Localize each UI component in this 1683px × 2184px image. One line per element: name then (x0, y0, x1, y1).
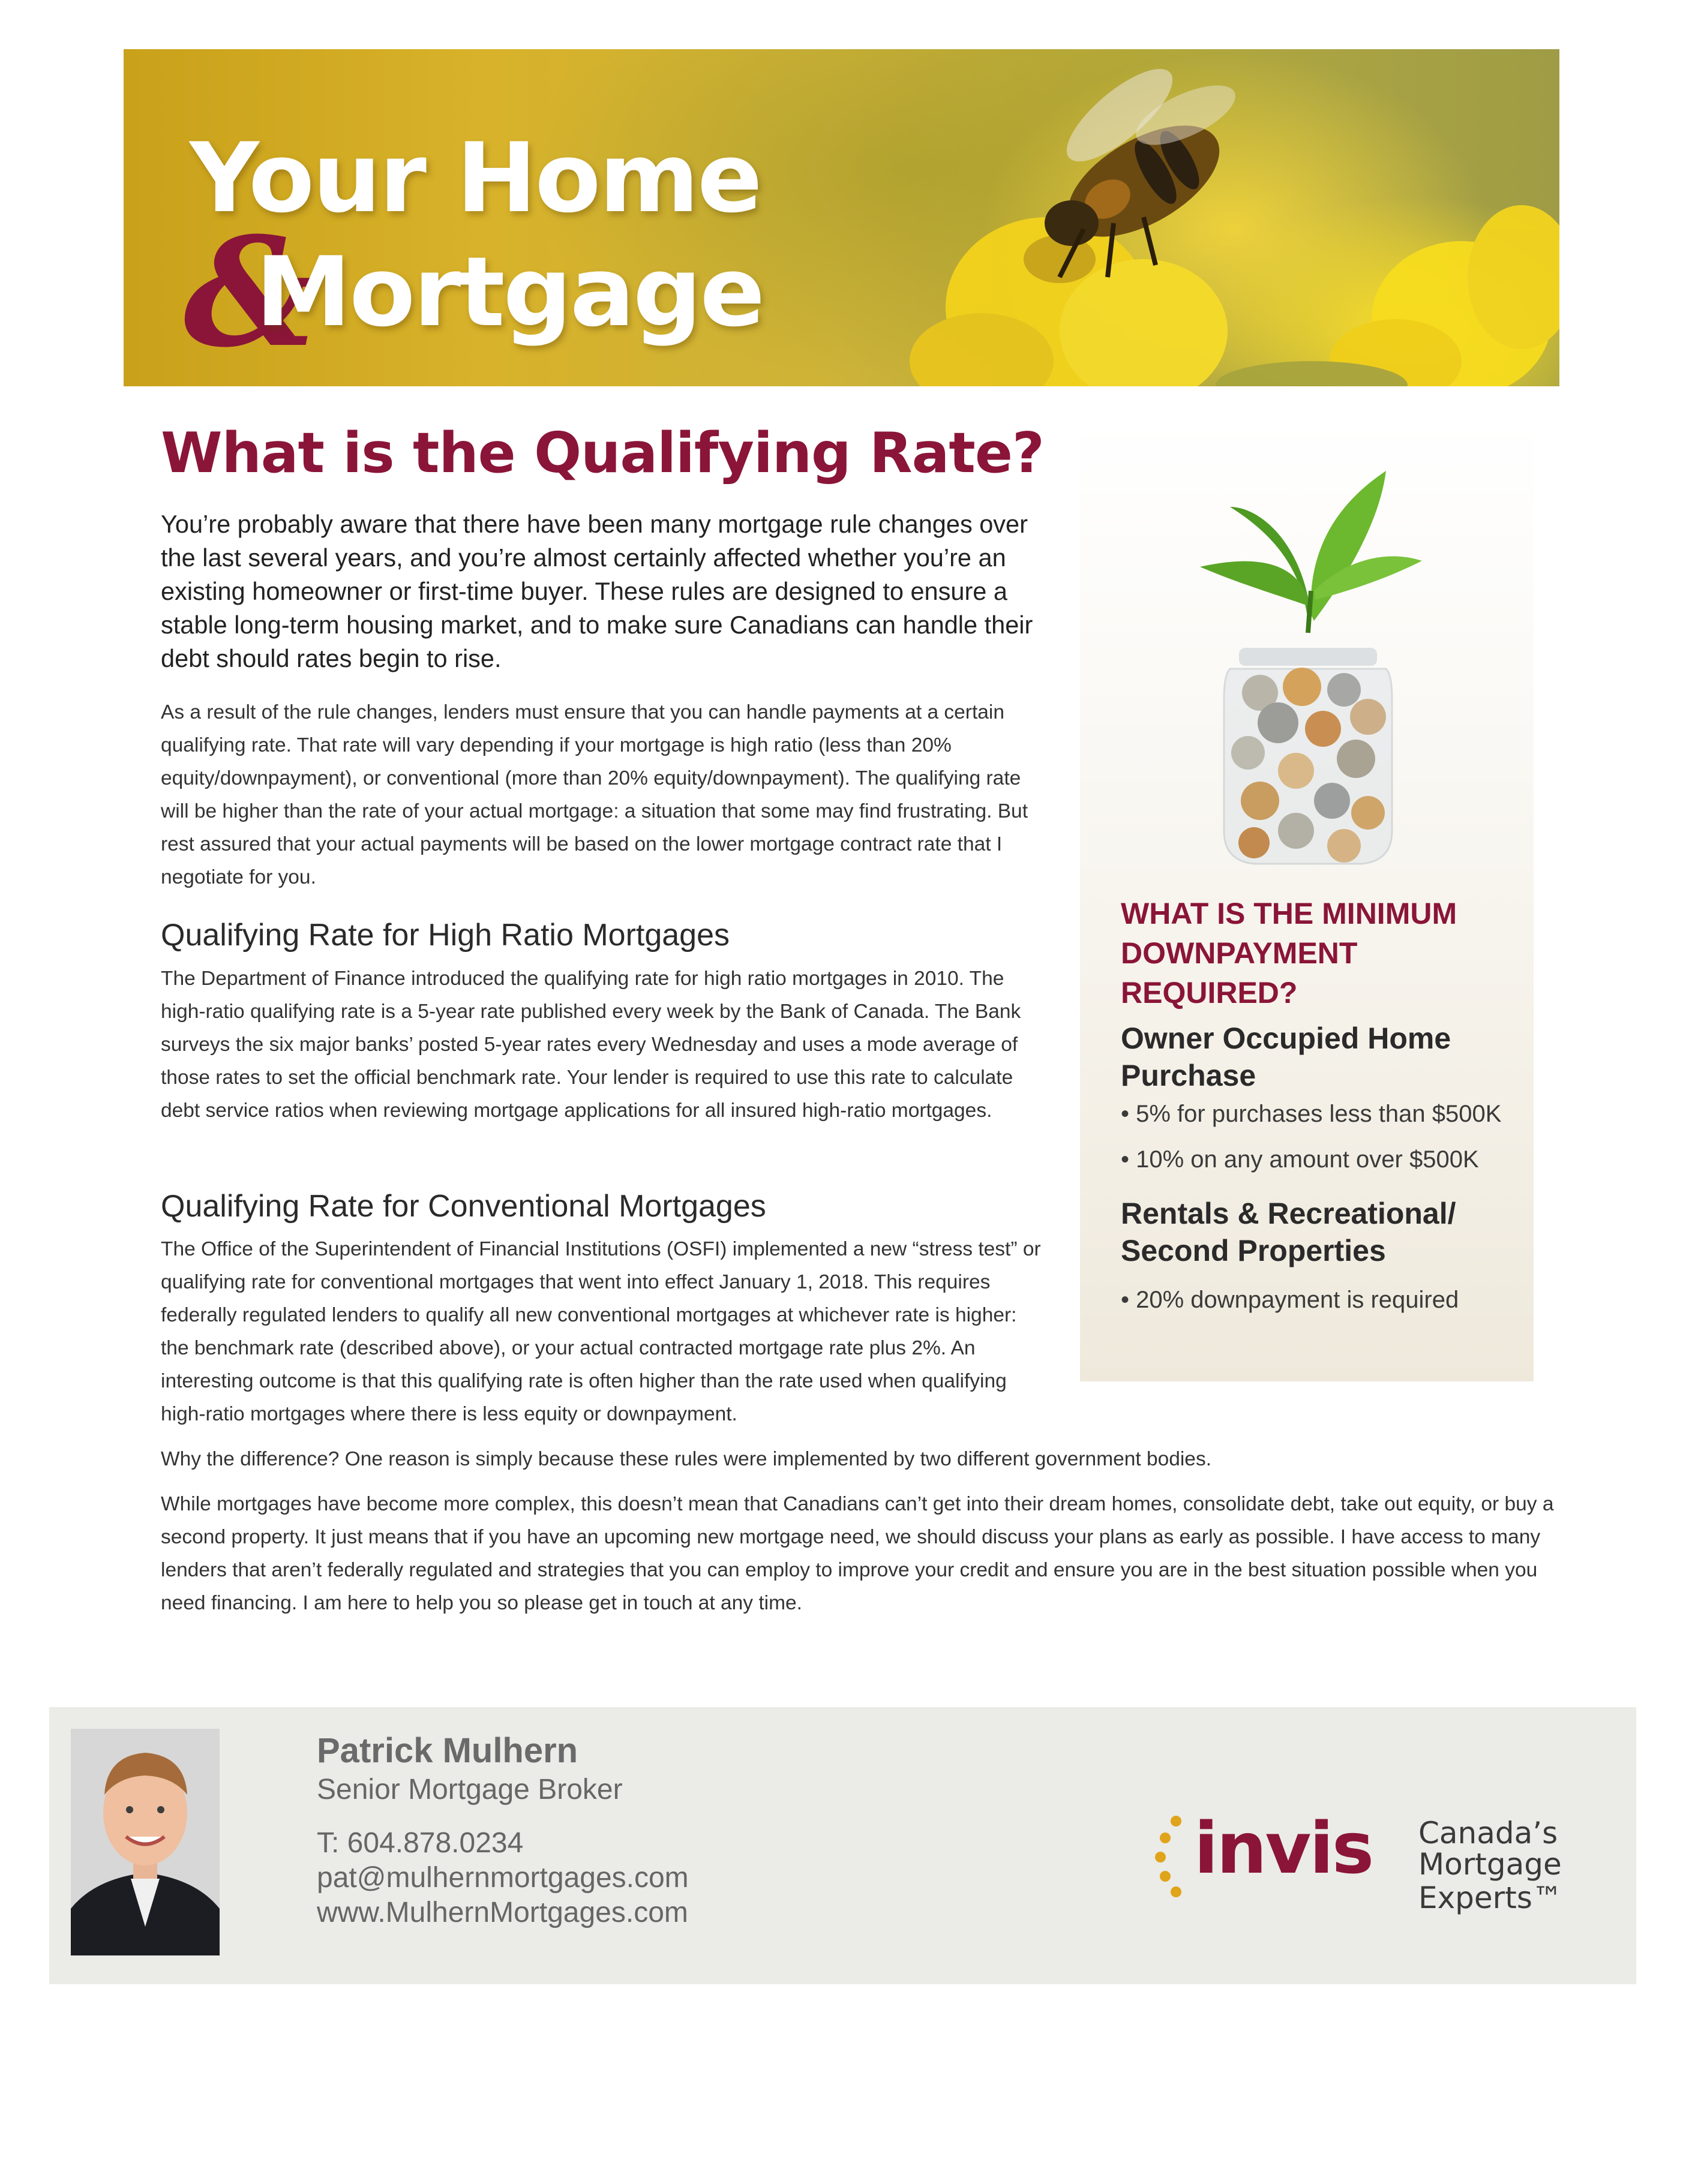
bee-icon (1045, 55, 1243, 277)
article-title: What is the Qualifying Rate? (161, 420, 1044, 485)
bullet-5-percent: • 5% for purchases less than $500K (1121, 1101, 1502, 1127)
title-line-mortgage: Mortgage (256, 236, 764, 348)
sidebar-heading: WHAT IS THE MINIMUM DOWNPAYMENT REQUIRED? (1121, 897, 1457, 1010)
broker-website-link[interactable]: www.MulhernMortgages.com (317, 1897, 688, 1928)
conventional-heading: Qualifying Rate for Conventional Mortgages (161, 1189, 766, 1224)
broker-name: Patrick Mulhern (317, 1731, 578, 1770)
why-difference-paragraph: Why the difference? One reason is simply because these rules were implemented by two different government bodies. (161, 1448, 1211, 1470)
bullet-10-percent: • 10% on any amount over $500K (1121, 1146, 1479, 1173)
bullet-20-percent: • 20% downpayment is required (1121, 1287, 1459, 1313)
logo-dots-icon (1152, 1804, 1194, 1900)
money-jar-plant-image (1188, 441, 1428, 873)
rentals-title: Rentals & Recreational/ Second Properties (1121, 1197, 1456, 1267)
closing-paragraph: While mortgages have become more complex, this doesn’t mean that Canadians can’t get into their dream homes, consolidate debt, take out equity, or buy a second property. It just means that if you have an upcoming new mortgage need, we should discuss your plans as early as possible. I have access to many lenders that aren’t federally regulated and strategies that you can employ to improve your credit and ensure you are in the best situation possible when you need financing. I am here to help you so please get in touch at any time. (161, 1493, 1554, 1614)
invis-logo (1152, 1804, 1608, 1915)
high-ratio-heading: Qualifying Rate for High Ratio Mortgages (161, 918, 730, 953)
conventional-paragraph: The Office of the Superintendent of Financial Institutions (OSFI) implemented a new “stress test” or qualifying rate for conventional mortgages that went into effect January 1, 2018. This requires federally regulated lenders to qualify all new conventional mortgages at whichever rate is higher: the benchmark rate (described above), or your actual contracted mortgage rate plus 2%. An interesting outcome is that this qualifying rate is often higher than the rate used when qualifying high-ratio mortgages where there is less equity or downpayment. (161, 1238, 1041, 1425)
newsletter-title (184, 121, 764, 380)
rule-changes-paragraph: As a result of the rule changes, lenders must ensure that you can handle payments at a certain qualifying rate. That rate will vary depending if your mortgage is high ratio (less than 20% equity/downpayment), or conventional (more than 20% equity/downpayment). The qualifying rate will be higher than the rate of your actual mortgage: a situation that some may find frustrating. But rest assured that your actual payments will be based on the lower mortgage contract rate that I negotiate for you. (161, 701, 1028, 888)
intro-paragraph: You’re probably aware that there have been many mortgage rule changes over the last several years, and you’re almost certainly affected whether you’re an existing homeowner or first-time buyer. These rules are designed to ensure a stable long-term housing market, and to make sure Canadians can handle their debt should rates begin to rise. (161, 510, 1033, 672)
broker-email-link[interactable]: pat@mulhernmortgages.com (317, 1862, 689, 1894)
high-ratio-paragraph: The Department of Finance introduced the qualifying rate for high ratio mortgages in 2010. The high-ratio qualifying rate is a 5-year rate published every week by the Bank of Canada. The Bank surveys the six major banks’ posted 5-year rates every Wednesday and uses a mode average of those rates to set the official benchmark rate. Your lender is required to use this rate to calculate debt service ratios when reviewing mortgage applications for all insured high-ratio mortgages. (161, 968, 1021, 1122)
downpayment-sidebar (1080, 420, 1534, 1381)
broker-job-title: Senior Mortgage Broker (317, 1774, 623, 1806)
broker-photo (71, 1729, 220, 1955)
logo-tagline-canadas: Canada’s (1418, 1816, 1558, 1850)
owner-occupied-title: Owner Occupied Home Purchase (1121, 1022, 1451, 1092)
broker-contact-footer (49, 1707, 1636, 1984)
header-banner (124, 49, 1559, 386)
ampersand-glyph: & (184, 204, 317, 380)
invis-wordmark: invis (1194, 1807, 1373, 1889)
title-line-your-home: Your Home (190, 122, 761, 234)
broker-phone[interactable]: T: 604.878.0234 (317, 1827, 524, 1859)
logo-tagline-mortgage-experts: Mortgage Experts™ (1418, 1847, 1562, 1915)
